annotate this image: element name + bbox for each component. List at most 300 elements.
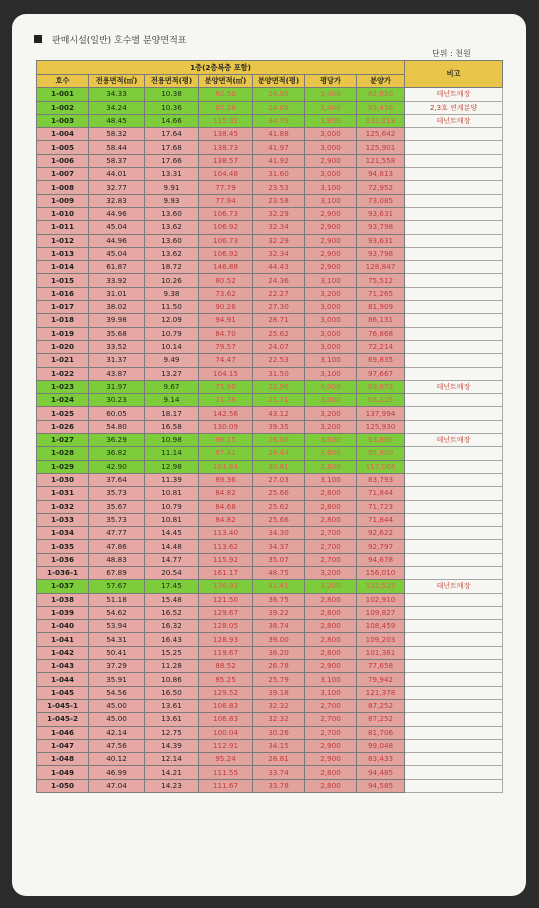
table-row [37, 407, 503, 420]
cell-price-per-pyeong: 3,000 [305, 141, 357, 154]
cell-note [405, 420, 503, 433]
table-row [37, 128, 503, 141]
cell-unit: 1-036-1 [37, 566, 89, 579]
cell-sale-py: 43.12 [253, 407, 305, 420]
table-row [37, 114, 503, 127]
cell-price-per-pyeong: 2,900 [305, 207, 357, 220]
cell-sale-price: 109,203 [357, 633, 405, 646]
cell-sale-m2: 146.88 [199, 261, 253, 274]
cell-sale-m2: 87.41 [199, 447, 253, 460]
cell-unit: 1-043 [37, 660, 89, 673]
cell-exclusive-m2: 42.90 [89, 460, 145, 473]
cell-sale-py: 30.81 [253, 460, 305, 473]
cell-unit: 1-004 [37, 128, 89, 141]
cell-sale-m2: 86.15 [199, 434, 253, 447]
cell-sale-py: 26.06 [253, 434, 305, 447]
cell-note [405, 753, 503, 766]
cell-sale-py: 36.75 [253, 593, 305, 606]
cell-note [405, 181, 503, 194]
cell-exclusive-m2: 32.77 [89, 181, 145, 194]
cell-note [405, 367, 503, 380]
cell-sale-price: 72,952 [357, 181, 405, 194]
cell-unit: 1-014 [37, 261, 89, 274]
table-row [37, 154, 503, 167]
cell-sale-py: 35.07 [253, 553, 305, 566]
cell-sale-m2: 106.83 [199, 713, 253, 726]
cell-price-per-pyeong: 3,800 [305, 114, 357, 127]
cell-sale-m2: 129.52 [199, 686, 253, 699]
cell-price-per-pyeong: 3,800 [305, 460, 357, 473]
cell-exclusive-m2: 40.12 [89, 753, 145, 766]
cell-sale-py: 32.29 [253, 234, 305, 247]
cell-exclusive-py: 9.49 [145, 354, 199, 367]
cell-exclusive-py: 17.68 [145, 141, 199, 154]
cell-sale-price: 87,252 [357, 699, 405, 712]
cell-note [405, 154, 503, 167]
cell-exclusive-m2: 60.05 [89, 407, 145, 420]
table-row [37, 88, 503, 101]
cell-price-per-pyeong: 3,000 [305, 340, 357, 353]
cell-exclusive-py: 15.25 [145, 646, 199, 659]
cell-sale-price: 81,909 [357, 301, 405, 314]
table-row [37, 301, 503, 314]
cell-sale-py: 34.30 [253, 527, 305, 540]
cell-exclusive-py: 11.50 [145, 301, 199, 314]
cell-unit: 1-049 [37, 766, 89, 779]
cell-exclusive-py: 13.61 [145, 699, 199, 712]
cell-price-per-pyeong: 3,400 [305, 101, 357, 114]
cell-note [405, 620, 503, 633]
cell-price-per-pyeong: 3,000 [305, 314, 357, 327]
cell-price-per-pyeong: 3,100 [305, 473, 357, 486]
cell-unit: 1-011 [37, 221, 89, 234]
cell-exclusive-py: 9.38 [145, 287, 199, 300]
cell-price-per-pyeong: 3,600 [305, 447, 357, 460]
cell-note [405, 646, 503, 659]
document-page [12, 14, 526, 896]
cell-sale-m2: 136.91 [199, 580, 253, 593]
cell-price-per-pyeong: 2,800 [305, 646, 357, 659]
table-row [37, 354, 503, 367]
cell-sale-m2: 161.17 [199, 566, 253, 579]
cell-sale-py: 41.88 [253, 128, 305, 141]
cell-price-per-pyeong: 2,700 [305, 713, 357, 726]
cell-unit: 1-015 [37, 274, 89, 287]
cell-sale-price: 92,622 [357, 527, 405, 540]
cell-sale-py: 32.32 [253, 713, 305, 726]
cell-note [405, 168, 503, 181]
cell-exclusive-py: 10.98 [145, 434, 199, 447]
cell-sale-m2: 84.82 [199, 487, 253, 500]
cell-exclusive-py: 14.45 [145, 527, 199, 540]
cell-sale-py: 25.62 [253, 327, 305, 340]
cell-unit: 1-044 [37, 673, 89, 686]
cell-sale-price: 125,901 [357, 141, 405, 154]
cell-exclusive-m2: 36.82 [89, 447, 145, 460]
cell-unit: 1-016 [37, 287, 89, 300]
cell-sale-price: 121,558 [357, 154, 405, 167]
cell-sale-price: 99,048 [357, 739, 405, 752]
cell-sale-py: 48.75 [253, 566, 305, 579]
cell-sale-m2: 138.57 [199, 154, 253, 167]
table-row [37, 234, 503, 247]
cell-exclusive-py: 9.14 [145, 394, 199, 407]
cell-sale-py: 25.66 [253, 487, 305, 500]
cell-sale-py: 23.58 [253, 194, 305, 207]
cell-sale-m2: 106.73 [199, 234, 253, 247]
cell-exclusive-m2: 44.96 [89, 234, 145, 247]
cell-price-per-pyeong: 3,100 [305, 367, 357, 380]
cell-unit: 1-041 [37, 633, 89, 646]
cell-unit: 1-024 [37, 394, 89, 407]
cell-price-per-pyeong: 2,900 [305, 660, 357, 673]
cell-unit: 1-025 [37, 407, 89, 420]
cell-price-per-pyeong: 2,900 [305, 234, 357, 247]
cell-exclusive-m2: 36.29 [89, 434, 145, 447]
cell-exclusive-py: 18.72 [145, 261, 199, 274]
cell-price-per-pyeong: 3,200 [305, 287, 357, 300]
cell-price-per-pyeong: 2,900 [305, 221, 357, 234]
table-row [37, 380, 503, 393]
cell-note [405, 673, 503, 686]
cell-unit: 1-020 [37, 340, 89, 353]
cell-exclusive-py: 12.98 [145, 460, 199, 473]
cell-sale-m2: 111.67 [199, 779, 253, 792]
cell-exclusive-py: 12.09 [145, 314, 199, 327]
cell-sale-m2: 88.52 [199, 660, 253, 673]
cell-exclusive-m2: 37.64 [89, 473, 145, 486]
cell-sale-py: 34.15 [253, 739, 305, 752]
cell-sale-price: 93,805 [357, 434, 405, 447]
cell-note [405, 314, 503, 327]
cell-note [405, 261, 503, 274]
cell-unit: 1-008 [37, 181, 89, 194]
cell-price-per-pyeong: 3,000 [305, 327, 357, 340]
cell-exclusive-py: 9.91 [145, 181, 199, 194]
cell-unit: 1-001 [37, 88, 89, 101]
cell-unit: 1-029 [37, 460, 89, 473]
cell-price-per-pyeong: 3,100 [305, 354, 357, 367]
cell-sale-price: 94,813 [357, 168, 405, 181]
cell-exclusive-py: 16.50 [145, 686, 199, 699]
cell-sale-price: 125,930 [357, 420, 405, 433]
cell-sale-m2: 115.02 [199, 114, 253, 127]
cell-note [405, 473, 503, 486]
cell-exclusive-m2: 33.92 [89, 274, 145, 287]
cell-note [405, 234, 503, 247]
cell-note [405, 354, 503, 367]
cell-sale-m2: 112.91 [199, 739, 253, 752]
cell-unit: 1-018 [37, 314, 89, 327]
cell-exclusive-py: 17.66 [145, 154, 199, 167]
table-row [37, 620, 503, 633]
cell-unit: 1-026 [37, 420, 89, 433]
cell-price-per-pyeong: 3,100 [305, 181, 357, 194]
table-row [37, 207, 503, 220]
cell-sale-price: 109,827 [357, 606, 405, 619]
cell-unit: 1-032 [37, 500, 89, 513]
cell-exclusive-m2: 35.67 [89, 500, 145, 513]
cell-exclusive-m2: 47.86 [89, 540, 145, 553]
cell-price-per-pyeong: 3,000 [305, 168, 357, 181]
cell-unit: 1-019 [37, 327, 89, 340]
cell-sale-m2: 80.52 [199, 274, 253, 287]
cell-unit: 1-039 [37, 606, 89, 619]
cell-sale-price: 93,631 [357, 207, 405, 220]
cell-sale-price: 94,485 [357, 766, 405, 779]
table-row [37, 527, 503, 540]
cell-sale-price: 87,252 [357, 713, 405, 726]
cell-price-per-pyeong: 3,200 [305, 580, 357, 593]
table-row [37, 699, 503, 712]
cell-exclusive-py: 13.60 [145, 207, 199, 220]
cell-sale-m2: 128.05 [199, 620, 253, 633]
cell-unit: 1-003 [37, 114, 89, 127]
table-row [37, 181, 503, 194]
group-header: 1층(2층복층 포함) [37, 61, 405, 75]
table-row [37, 261, 503, 274]
cell-exclusive-m2: 47.77 [89, 527, 145, 540]
cell-sale-py: 25.66 [253, 513, 305, 526]
cell-sale-m2: 77.79 [199, 181, 253, 194]
cell-price-per-pyeong: 2,800 [305, 500, 357, 513]
cell-note [405, 739, 503, 752]
cell-unit: 1-036 [37, 553, 89, 566]
cell-exclusive-py: 12.75 [145, 726, 199, 739]
cell-sale-py: 39.22 [253, 606, 305, 619]
cell-price-per-pyeong: 2,800 [305, 779, 357, 792]
cell-exclusive-py: 17.45 [145, 580, 199, 593]
cell-exclusive-m2: 45.00 [89, 713, 145, 726]
cell-sale-price: 68,873 [357, 380, 405, 393]
cell-unit: 1-035 [37, 540, 89, 553]
cell-unit: 1-045-1 [37, 699, 89, 712]
cell-sale-price: 83,433 [357, 753, 405, 766]
cell-exclusive-m2: 45.04 [89, 247, 145, 260]
cell-sale-price: 108,459 [357, 620, 405, 633]
cell-note [405, 686, 503, 699]
table-row [37, 606, 503, 619]
cell-sale-price: 93,798 [357, 221, 405, 234]
table-row [37, 553, 503, 566]
cell-sale-py: 23.53 [253, 181, 305, 194]
cell-exclusive-py: 18.17 [145, 407, 199, 420]
table-row [37, 420, 503, 433]
cell-sale-price: 72,214 [357, 340, 405, 353]
cell-exclusive-m2: 58.32 [89, 128, 145, 141]
cell-note [405, 128, 503, 141]
cell-sale-price: 71,723 [357, 500, 405, 513]
table-row [37, 287, 503, 300]
table-row [37, 500, 503, 513]
cell-sale-m2: 74.47 [199, 354, 253, 367]
cell-exclusive-py: 13.31 [145, 168, 199, 181]
cell-price-per-pyeong: 3,200 [305, 566, 357, 579]
cell-unit: 1-007 [37, 168, 89, 181]
cell-exclusive-m2: 35.91 [89, 673, 145, 686]
cell-note [405, 540, 503, 553]
cell-exclusive-py: 16.32 [145, 620, 199, 633]
col-header-sale-py: 분양면적(평) [253, 75, 305, 88]
cell-sale-price: 71,265 [357, 287, 405, 300]
cell-note [405, 221, 503, 234]
cell-exclusive-m2: 44.96 [89, 207, 145, 220]
cell-note [405, 500, 503, 513]
cell-unit: 1-013 [37, 247, 89, 260]
cell-sale-m2: 82.50 [199, 88, 253, 101]
cell-exclusive-py: 14.48 [145, 540, 199, 553]
cell-price-per-pyeong: 2,900 [305, 247, 357, 260]
table-body [37, 88, 503, 793]
cell-sale-price: 95,900 [357, 447, 405, 460]
cell-exclusive-m2: 42.14 [89, 726, 145, 739]
cell-price-per-pyeong: 3,100 [305, 686, 357, 699]
cell-note [405, 606, 503, 619]
cell-exclusive-py: 13.27 [145, 367, 199, 380]
cell-exclusive-m2: 51.18 [89, 593, 145, 606]
table-row [37, 314, 503, 327]
cell-sale-py: 22.96 [253, 380, 305, 393]
cell-sale-price: 128,847 [357, 261, 405, 274]
cell-exclusive-m2: 50.41 [89, 646, 145, 659]
cell-sale-py: 26.44 [253, 447, 305, 460]
cell-sale-price: 77,658 [357, 660, 405, 673]
cell-note [405, 301, 503, 314]
cell-note [405, 487, 503, 500]
cell-price-per-pyeong: 3,100 [305, 274, 357, 287]
cell-note [405, 513, 503, 526]
cell-note [405, 766, 503, 779]
cell-note [405, 274, 503, 287]
cell-sale-price: 69,835 [357, 354, 405, 367]
cell-sale-m2: 84.70 [199, 327, 253, 340]
cell-unit: 1-012 [37, 234, 89, 247]
title-row [34, 32, 186, 46]
cell-exclusive-py: 12.14 [145, 753, 199, 766]
cell-exclusive-m2: 58.44 [89, 141, 145, 154]
cell-sale-m2: 128.93 [199, 633, 253, 646]
col-header-exclusive-py: 전용면적(평) [145, 75, 199, 88]
cell-exclusive-m2: 54.62 [89, 606, 145, 619]
cell-unit: 1-023 [37, 380, 89, 393]
cell-exclusive-py: 20.54 [145, 566, 199, 579]
cell-sale-price: 82,820 [357, 88, 405, 101]
table-row [37, 247, 503, 260]
cell-note: 2,3호 연계분양 [405, 101, 503, 114]
cell-sale-m2: 85.25 [199, 673, 253, 686]
cell-price-per-pyeong: 3,100 [305, 673, 357, 686]
cell-exclusive-py: 16.58 [145, 420, 199, 433]
cell-exclusive-m2: 47.04 [89, 779, 145, 792]
cell-sale-py: 27.30 [253, 301, 305, 314]
unit-label: 단위 : 천원 [432, 49, 471, 58]
cell-sale-m2: 95.24 [199, 753, 253, 766]
col-header-sale-m2: 분양면적(㎡) [199, 75, 253, 88]
cell-note [405, 141, 503, 154]
cell-exclusive-m2: 37.29 [89, 660, 145, 673]
cell-price-per-pyeong: 2,700 [305, 540, 357, 553]
cell-sale-price: 97,667 [357, 367, 405, 380]
cell-sale-m2: 106.92 [199, 247, 253, 260]
cell-exclusive-m2: 46.99 [89, 766, 145, 779]
cell-exclusive-m2: 33.52 [89, 340, 145, 353]
table-row [37, 633, 503, 646]
table-row [37, 673, 503, 686]
cell-sale-m2: 111.55 [199, 766, 253, 779]
cell-sale-price: 83,793 [357, 473, 405, 486]
cell-sale-py: 41.92 [253, 154, 305, 167]
cell-exclusive-m2: 45.04 [89, 221, 145, 234]
cell-sale-price: 137,994 [357, 407, 405, 420]
cell-price-per-pyeong: 2,800 [305, 593, 357, 606]
cell-exclusive-py: 10.38 [145, 88, 199, 101]
area-table [36, 60, 503, 793]
cell-price-per-pyeong: 3,600 [305, 434, 357, 447]
cell-price-per-pyeong: 2,800 [305, 487, 357, 500]
cell-unit: 1-037 [37, 580, 89, 593]
table-row [37, 447, 503, 460]
cell-sale-m2: 106.83 [199, 699, 253, 712]
cell-sale-m2: 77.94 [199, 194, 253, 207]
cell-exclusive-py: 16.52 [145, 606, 199, 619]
cell-exclusive-m2: 39.98 [89, 314, 145, 327]
cell-price-per-pyeong: 3,200 [305, 420, 357, 433]
cell-price-per-pyeong: 2,900 [305, 753, 357, 766]
table-row [37, 646, 503, 659]
cell-note [405, 566, 503, 579]
cell-exclusive-m2: 31.97 [89, 380, 145, 393]
table-row [37, 101, 503, 114]
cell-sale-py: 33.78 [253, 779, 305, 792]
cell-exclusive-py: 9.67 [145, 380, 199, 393]
cell-exclusive-py: 11.28 [145, 660, 199, 673]
cell-price-per-pyeong: 3,000 [305, 301, 357, 314]
table-row [37, 487, 503, 500]
cell-sale-price: 71,844 [357, 487, 405, 500]
cell-unit: 1-031 [37, 487, 89, 500]
cell-exclusive-py: 14.23 [145, 779, 199, 792]
cell-sale-py: 22.53 [253, 354, 305, 367]
cell-sale-price: 156,010 [357, 566, 405, 579]
cell-note [405, 327, 503, 340]
cell-note [405, 527, 503, 540]
cell-exclusive-py: 10.79 [145, 327, 199, 340]
cell-sale-py: 39.18 [253, 686, 305, 699]
cell-sale-price: 132,525 [357, 580, 405, 593]
cell-sale-m2: 79.57 [199, 340, 253, 353]
cell-note [405, 633, 503, 646]
cell-price-per-pyeong: 2,800 [305, 633, 357, 646]
cell-unit: 1-022 [37, 367, 89, 380]
cell-price-per-pyeong: 2,900 [305, 261, 357, 274]
cell-unit: 1-045-2 [37, 713, 89, 726]
cell-sale-m2: 100.04 [199, 726, 253, 739]
cell-sale-py: 39.35 [253, 420, 305, 433]
cell-exclusive-m2: 38.02 [89, 301, 145, 314]
cell-exclusive-py: 14.77 [145, 553, 199, 566]
cell-sale-m2: 73.62 [199, 287, 253, 300]
cell-sale-py: 24.36 [253, 274, 305, 287]
cell-sale-py: 32.32 [253, 699, 305, 712]
cell-exclusive-m2: 54.56 [89, 686, 145, 699]
cell-unit: 1-017 [37, 301, 89, 314]
table-row [37, 141, 503, 154]
cell-exclusive-m2: 45.00 [89, 699, 145, 712]
cell-note [405, 207, 503, 220]
cell-exclusive-m2: 47.56 [89, 739, 145, 752]
cell-sale-py: 28.71 [253, 314, 305, 327]
table-row [37, 340, 503, 353]
